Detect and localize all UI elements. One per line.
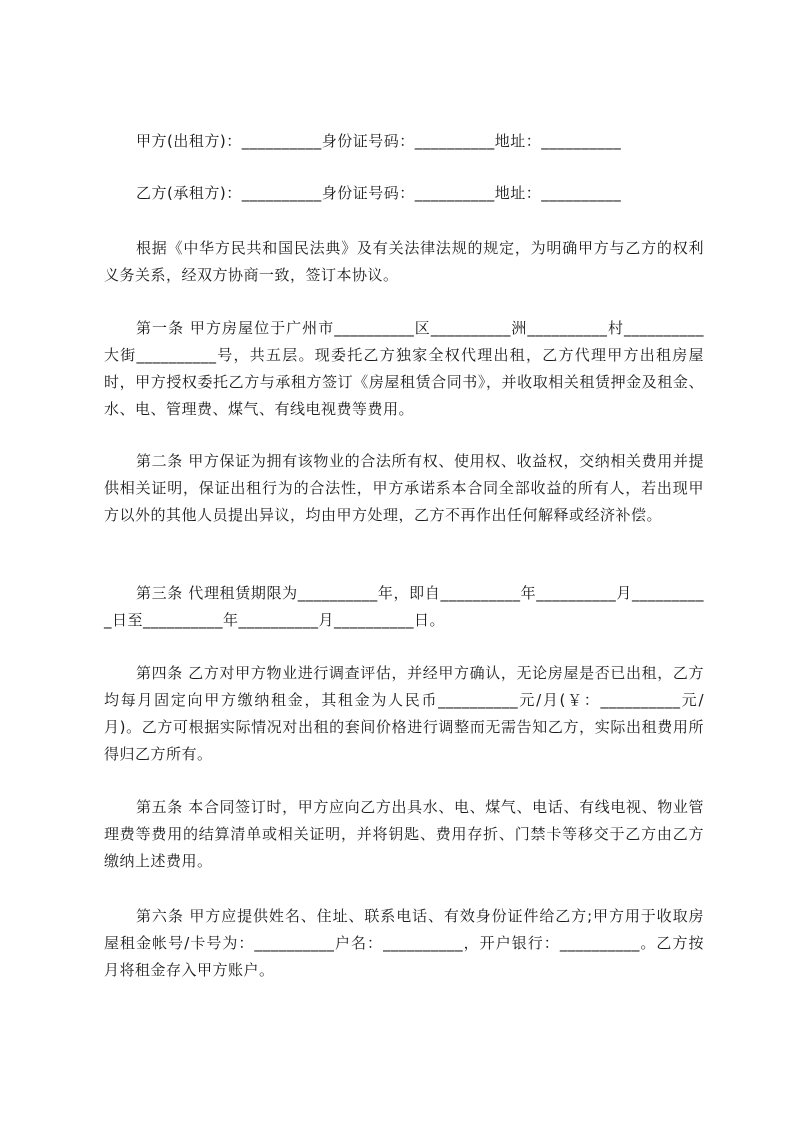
article-4: 第四条 乙方对甲方物业进行调查评估，并经甲方确认，无论房屋是否已出租，乙方均每月固定向甲方缴纳租金，其租金为人民币__________元/月(￥：__________元/月)。乙方可根据实际情况对出租的套间价格进行调整而无需告知乙方，实际出租费用所得归乙方所有。 [104,664,704,763]
article-2: 第二条 甲方保证为拥有该物业的合法所有权、使用权、收益权，交纳相关费用并提供相关证明，保证出租行为的合法性，甲方承诺系本合同全部收益的所有人，若出现甲方以外的其他人员提出异议，均由甲方处理，乙方不再作出任何解释或经济补偿。 [104,452,704,524]
article-1: 第一条 甲方房屋位于广州市__________区__________洲__________村__________大街__________号，共五层。现委托乙方独家全权代理出租，乙方代理甲方出租房屋时，甲方授权委托乙方与承租方签订《房屋租赁合同书》，并收取相关租赁押金及租金、水、电、管理费、煤气、有线电视费等费用。 [104,319,704,418]
party-a-line: 甲方(出租方)：__________身份证号码：__________地址：__________ [136,132,622,150]
preamble-paragraph: 根据《中华方民共和国民法典》及有关法律法规的规定，为明确甲方与乙方的权利义务关系，经双方协商一致，签订本协议。 [104,239,704,284]
party-b-line: 乙方(承租方)：__________身份证号码：__________地址：__________ [136,184,622,202]
article-3: 第三条 代理租赁期限为__________年，即自__________年__________月__________日至__________年__________月__________日。 [104,584,704,629]
article-5: 第五条 本合同签订时，甲方应向乙方出具水、电、煤气、电话、有线电视、物业管理费等费用的结算清单或相关证明，并将钥匙、费用存折、门禁卡等移交于乙方由乙方缴纳上述费用。 [104,798,704,870]
article-6: 第六条 甲方应提供姓名、住址、联系电话、有效身份证件给乙方;甲方用于收取房屋租金帐号/卡号为：__________户名：__________，开户银行：__________。乙方按月将租金存入甲方账户。 [104,907,704,979]
